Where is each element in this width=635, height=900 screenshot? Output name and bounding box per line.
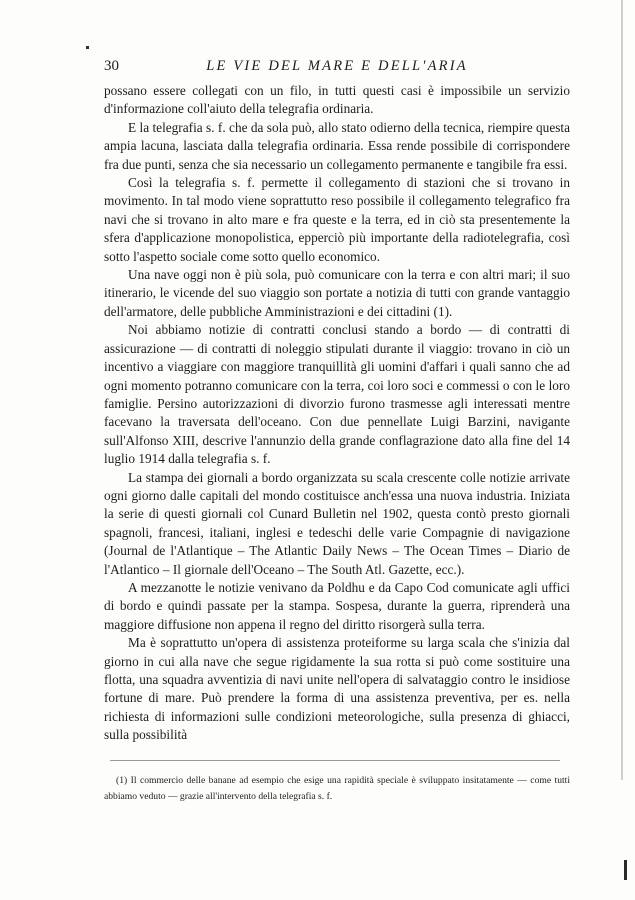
page-number: 30 bbox=[104, 58, 119, 74]
paragraph: La stampa dei giornali a bordo organizzata su scala crescente colle notizie arrivate ogni giorno dalle capitali del mondo costituisce anch'essa una nuova industria. Iniziata la serie di questi giornali col Cunard Bulletin nel 1902, questa contò presto giornali spagnoli, francesi, italiani, inglesi e tedeschi delle varie Compagnie di navigazione (Journal de l'Atlantique – The Atlantic Daily News – The Ocean Times – Diario de l'Atlantico – Il giornale dell'Oceano – The South Atl. Gazette, ecc.). bbox=[104, 469, 570, 577]
body-text bbox=[104, 82, 570, 745]
paragraph: Noi abbiamo notizie di contratti conclusi stando a bordo — di contratti di assicurazione — di contratti di noleggio stipulati durante il viaggio: trovano in ciò un incentivo a viaggiare con maggiore tranquillità gli uomini d'affari i quali sanno che ad ogni momento potranno comunicare con la terra, coi loro soci e commessi o con le loro famiglie. Persino autorizzazioni di divorzio furono trasmesse agli interessati mentre facevano la traversata dell'oceano. Con due pennellate Luigi Barzini, navigante sull'Alfonso XIII, descrive l'annunzio della grande conflagrazione dato alla fine del 14 luglio 1914 dalla telegrafia s. f. bbox=[104, 322, 570, 467]
paragraph: possano essere collegati con un filo, in tutti questi casi è impossibile un servizio d'informazione coll'aiuto della telegrafia ordinaria. bbox=[104, 83, 570, 117]
paragraph: Ma è soprattutto un'opera di assistenza proteiforme su larga scala che s'inizia dal giorno in cui alla nave che segue rigidamente la sua rotta si può come sostituire una flotta, una squadra avventizia di navi unite nell'opera di salvataggio contro le insidiose fortune di mare. Può prendere la forma di una assistenza preventiva, per es. nella richiesta di informazioni sulle condizioni meteorologiche, sulla presenza di ghiacci, sulla possibilità bbox=[104, 635, 570, 743]
ink-speck bbox=[86, 46, 89, 49]
page-header bbox=[104, 56, 570, 78]
page-edge-line bbox=[621, 0, 623, 780]
running-head: LE VIE DEL MARE E DELL'ARIA bbox=[206, 58, 468, 74]
paragraph: E la telegrafia s. f. che da sola può, allo stato odierno della tecnica, riempire questa ampia lacuna, lasciata dalla telegrafia ordinaria. Essa rende possibile di corrispondere fra due punti, senza che sia necessario un collegamento permanente e tangibile fra essi. bbox=[104, 119, 570, 172]
paragraph: A mezzanotte le notizie venivano da Poldhu e da Capo Cod comunicate agli uffici di bordo e quindi passate per la stampa. Sospesa, durante la guerra, riprenderà una maggiore diffusione non appena il regno del diritto risorgerà sulla terra. bbox=[104, 579, 570, 632]
page-edge-mark bbox=[624, 860, 627, 880]
footnote bbox=[104, 773, 570, 805]
footnote-divider bbox=[110, 760, 560, 761]
footnote-text: (1) Il commercio delle banane ad esempio che esige una rapidità speciale è sviluppato insitatamente — come tutti abbiamo veduto — grazie all'intervento della telegrafia s. f. bbox=[104, 775, 570, 802]
paragraph: Una nave oggi non è più sola, può comunicare con la terra e con altri mari; il suo itinerario, le vicende del suo viaggio son portate a notizia di tutti con grande vantaggio dell'armatore, delle pubbliche Amministrazioni e dei cittadini (1). bbox=[104, 267, 570, 319]
paragraph: Così la telegrafia s. f. permette il collegamento di stazioni che si trovano in movimento. In tal modo viene soprattutto reso possibile il collegamento telegrafico fra navi che si trovano in alto mare e fra queste e la terra, ed in ciò sta presentemente la sfera d'applicazione monopolistica, epperciò più importante della radiotelegrafia, così sotto l'aspetto sociale come sotto quello economico. bbox=[104, 175, 570, 264]
